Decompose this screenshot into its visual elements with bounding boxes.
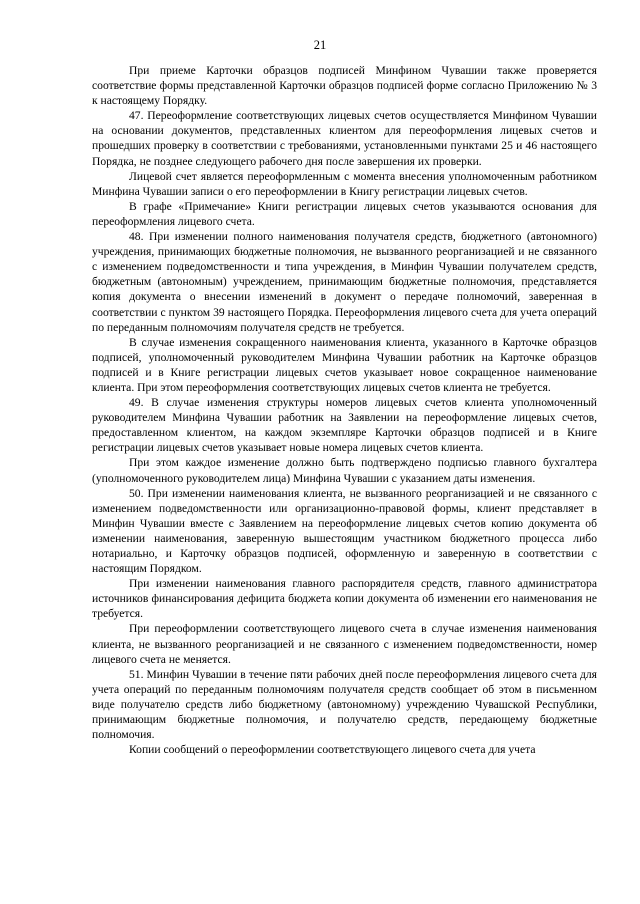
paragraph-main-manager-name-change: При изменении наименования главного распорядителя средств, главного администратора источников финансирования дефицита бюджета копии документа об изменении его наименования не требуется. <box>92 577 597 621</box>
paragraph-change-confirmation: При этом каждое изменение должно быть подтверждено подписью главного бухгалтера (уполномоченного руководителем лица) Минфина Чувашии с указанием даты изменения. <box>92 456 597 485</box>
paragraph-clause-47: 47. Переоформление соответствующих лицевых счетов осуществляется Минфином Чувашии на основании документов, представленных клиентом для переоформления лицевых счетов и прошедших проверку в соответствии с требованиями, установленными пунктами 25 и 46 настоящего Порядка, не позднее следующего рабочего дня после завершения их проверки. <box>92 109 597 168</box>
paragraph-account-number-unchanged: При переоформлении соответствующего лицевого счета в случае изменения наименования клиента, не вызванного реорганизацией и не связанного с изменением подведомственности, номер лицевого счета не меняется. <box>92 622 597 666</box>
paragraph-clause-51: 51. Минфин Чувашии в течение пяти рабочих дней после переоформления лицевого счета для учета операций по переданным полномочиям получателя средств сообщает об этом в письменном виде получателю средств либо бюджетному (автономному) учреждению Чувашской Республики, принимающим бюджетные полномочия, и получателю средств, передающему бюджетные полномочия. <box>92 667 597 742</box>
paragraph-clause-48: 48. При изменении полного наименования получателя средств, бюджетного (автономного) учреждения, принимающих бюджетные полномочия, не вызванного реорганизацией и не связанного с изменением подведомственности и типа учреждения, в Минфин Чувашии получателем средств, бюджетным (автономным) учреждением, принимающим бюджетные полномочия, представляется копия документа о внесении изменений в документ о передаче полномочий, заверенная в соответствии с пунктом 39 настоящего Порядка. Переоформления лицевого счета для учета операций по переданным полномочиям получателя средств не требуется. <box>92 230 597 334</box>
page-number: 21 <box>313 38 327 52</box>
paragraph-short-name-change: В случае изменения сокращенного наименования клиента, указанного в Карточке образцов подписей, уполномоченный руководителем Минфина Чувашии работник на Карточке образцов подписей и в Книге регистрации лицевых счетов указывает новое сокращенное наименование клиента. При этом переоформления соответствующих лицевых счетов клиента не требуется. <box>92 335 597 394</box>
paragraph-remarks-column: В графе «Примечание» Книги регистрации лицевых счетов указываются основания для переоформления лицевого счета. <box>92 199 597 228</box>
paragraph-account-reissued: Лицевой счет является переоформленным с момента внесения уполномоченным работником Минфина Чувашии записи о его переоформлении в Книгу регистрации лицевых счетов. <box>92 169 597 198</box>
paragraph-clause-50: 50. При изменении наименования клиента, не вызванного реорганизацией и не связанного с изменением подведомственности или организационно-правовой формы, клиент представляет в Минфин Чувашии вместе с Заявлением на переоформление лицевых счетов копию документа об изменении наименования, заверенную вышестоящим участником бюджетного процесса либо нотариально, и Карточку образцов подписей, оформленную и заверенную в соответствии с настоящим Порядком. <box>92 486 597 576</box>
paragraph-clause-49: 49. В случае изменения структуры номеров лицевых счетов клиента уполномоченный руководителем Минфина Чувашии работник на Заявлении на переоформление лицевых счетов, предоставленном клиентом, на каждом экземпляре Карточки образцов подписей и в Книге регистрации лицевых счетов указывает новые номера лицевых счетов клиента. <box>92 396 597 455</box>
paragraph-notification-copies: Копии сообщений о переоформлении соответствующего лицевого счета для учета <box>129 743 536 757</box>
document-body <box>92 63 597 757</box>
paragraph-signature-card-check: При приеме Карточки образцов подписей Минфином Чувашии также проверяется соответствие формы представленной Карточки образцов подписей форме согласно Приложению № 3 к настоящему Порядку. <box>92 64 597 108</box>
